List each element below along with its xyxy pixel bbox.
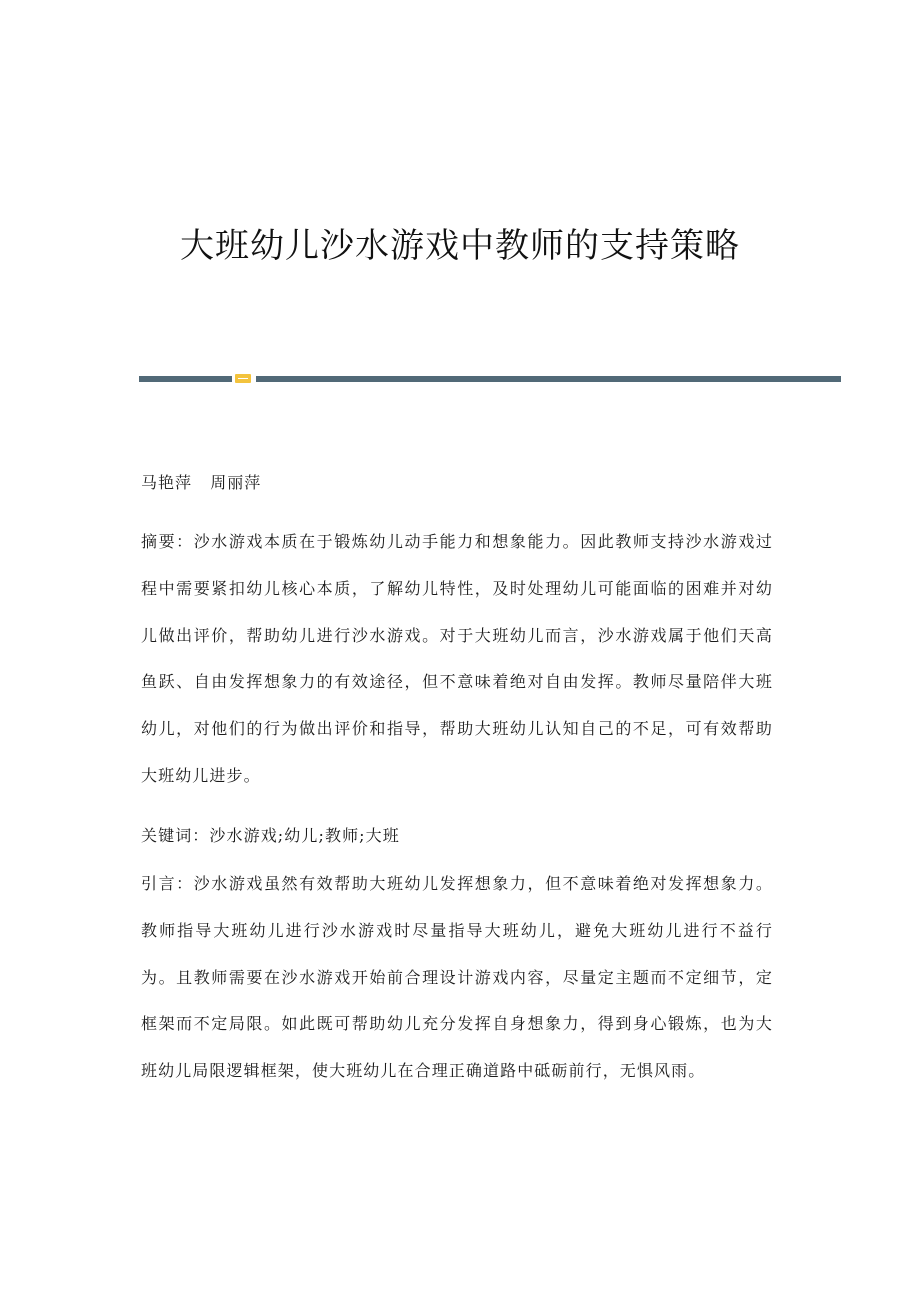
introduction-paragraph: 引言：沙水游戏虽然有效帮助大班幼儿发挥想象力，但不意味着绝对发挥想象力。教师指导大班幼儿进行沙水游戏时尽量指导大班幼儿，避免大班幼儿进行不益行为。且教师需要在沙水游戏开始前合理设计游戏内容，尽量定主题而不定细节，定框架而不定局限。如此既可帮助幼儿充分发挥自身想象力，得到身心锻炼，也为大班幼儿局限逻辑框架，使大班幼儿在合理正确道路中砥砺前行，无惧风雨。 xyxy=(141,874,773,1081)
document-title: 大班幼儿沙水游戏中教师的支持策略 xyxy=(180,226,740,266)
abstract-paragraph: 摘要：沙水游戏本质在于锻炼幼儿动手能力和想象能力。因此教师支持沙水游戏过程中需要紧扣幼儿核心本质，了解幼儿特性，及时处理幼儿可能面临的困难并对幼儿做出评价，帮助幼儿进行沙水游戏。对于大班幼儿而言，沙水游戏属于他们天高鱼跃、自由发挥想象力的有效途径，但不意味着绝对自由发挥。教师尽量陪伴大班幼儿，对他们的行为做出评价和指导，帮助大班幼儿认知自己的不足，可有效帮助大班幼儿进步。 xyxy=(141,532,773,785)
divider-left-bar xyxy=(139,376,232,382)
title-divider xyxy=(139,374,841,383)
divider-right-bar xyxy=(256,376,841,382)
authors: 马艳萍 周丽萍 xyxy=(141,473,262,492)
keywords-line: 关键词：沙水游戏;幼儿;教师;大班 xyxy=(141,826,400,845)
divider-ornament-icon xyxy=(235,374,251,383)
